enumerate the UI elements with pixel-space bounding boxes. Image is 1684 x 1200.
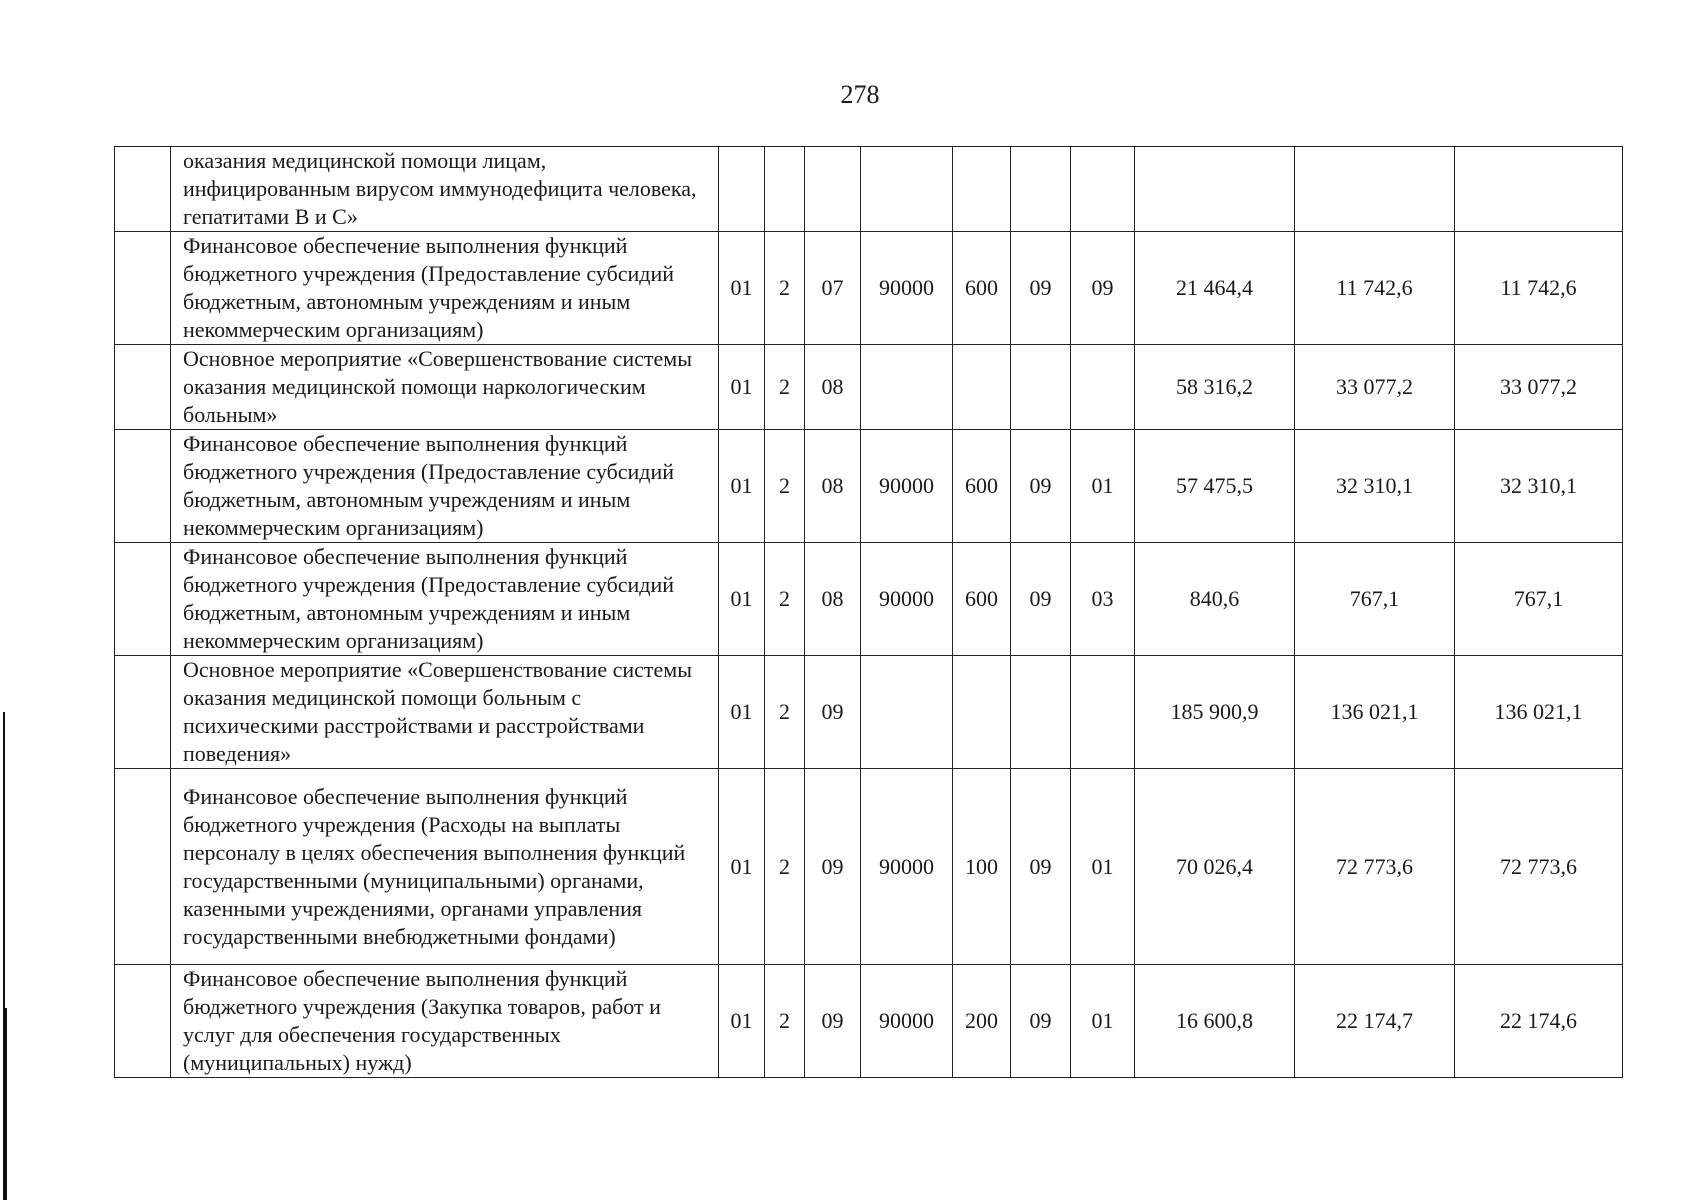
code-cell: 01 — [719, 430, 765, 543]
code-cell: 90000 — [861, 543, 953, 656]
budget-table — [114, 146, 1623, 1078]
code-cell: 03 — [1071, 543, 1135, 656]
amount-cell: 32 310,1 — [1455, 430, 1623, 543]
amount-cell: 11 742,6 — [1455, 232, 1623, 345]
code-cell: 2 — [765, 232, 805, 345]
code-cell: 01 — [719, 232, 765, 345]
row-number-cell — [115, 656, 171, 769]
code-cell: 2 — [765, 965, 805, 1078]
amount-cell: 11 742,6 — [1295, 232, 1455, 345]
amount-cell: 136 021,1 — [1295, 656, 1455, 769]
amount-cell: 58 316,2 — [1135, 345, 1295, 430]
table-row — [115, 232, 1623, 345]
table-row — [115, 147, 1623, 232]
amount-cell: 767,1 — [1295, 543, 1455, 656]
code-cell: 01 — [1071, 430, 1135, 543]
description-cell: оказания медицинской помощи лицам, инфицированным вирусом иммунодефицита человека, гепатитами В и С» — [171, 147, 719, 232]
code-cell: 2 — [765, 656, 805, 769]
description-cell: Основное мероприятие «Совершенствование системы оказания медицинской помощи больным с психическими расстройствами и расстройствами поведения» — [171, 656, 719, 769]
row-number-cell — [115, 345, 171, 430]
code-cell — [1071, 656, 1135, 769]
amount-cell: 136 021,1 — [1455, 656, 1623, 769]
code-cell: 01 — [719, 965, 765, 1078]
amount-cell — [1455, 147, 1623, 232]
code-cell: 08 — [805, 543, 861, 656]
amount-cell — [1135, 147, 1295, 232]
code-cell: 600 — [953, 232, 1011, 345]
row-number-cell — [115, 543, 171, 656]
row-number-cell — [115, 147, 171, 232]
code-cell — [953, 656, 1011, 769]
code-cell — [765, 147, 805, 232]
code-cell — [1071, 345, 1135, 430]
code-cell — [1011, 147, 1071, 232]
code-cell: 08 — [805, 345, 861, 430]
table-row — [115, 430, 1623, 543]
code-cell: 90000 — [861, 430, 953, 543]
code-cell: 09 — [1071, 232, 1135, 345]
code-cell: 01 — [719, 543, 765, 656]
amount-cell: 72 773,6 — [1455, 769, 1623, 965]
code-cell — [953, 147, 1011, 232]
code-cell: 90000 — [861, 232, 953, 345]
code-cell — [719, 147, 765, 232]
amount-cell: 72 773,6 — [1295, 769, 1455, 965]
amount-cell — [1295, 147, 1455, 232]
code-cell: 2 — [765, 430, 805, 543]
code-cell: 2 — [765, 769, 805, 965]
amount-cell: 840,6 — [1135, 543, 1295, 656]
code-cell: 2 — [765, 543, 805, 656]
code-cell: 90000 — [861, 769, 953, 965]
code-cell: 09 — [805, 656, 861, 769]
amount-cell: 33 077,2 — [1455, 345, 1623, 430]
page-number: 278 — [840, 80, 880, 109]
code-cell: 01 — [1071, 769, 1135, 965]
code-cell: 09 — [1011, 965, 1071, 1078]
code-cell: 600 — [953, 430, 1011, 543]
amount-cell: 16 600,8 — [1135, 965, 1295, 1078]
amount-cell: 70 026,4 — [1135, 769, 1295, 965]
code-cell: 01 — [719, 769, 765, 965]
code-cell — [953, 345, 1011, 430]
code-cell: 08 — [805, 430, 861, 543]
row-number-cell — [115, 232, 171, 345]
code-cell: 09 — [1011, 543, 1071, 656]
description-cell: Финансовое обеспечение выполнения функций бюджетного учреждения (Предоставление субсидий бюджетным, автономным учреждениям и иным некоммерческим организациям) — [171, 232, 719, 345]
code-cell: 09 — [1011, 430, 1071, 543]
row-number-cell — [115, 430, 171, 543]
description-cell: Финансовое обеспечение выполнения функций бюджетного учреждения (Расходы на выплаты персоналу в целях обеспечения выполнения функций государственными (муниципальными) органами, казенными учреждениями, органами управления государственными внебюджетными фондами) — [171, 769, 719, 965]
code-cell: 09 — [805, 769, 861, 965]
code-cell: 07 — [805, 232, 861, 345]
code-cell: 90000 — [861, 965, 953, 1078]
code-cell: 2 — [765, 345, 805, 430]
code-cell: 600 — [953, 543, 1011, 656]
scan-edge-line — [3, 1008, 7, 1200]
row-number-cell — [115, 965, 171, 1078]
amount-cell: 22 174,7 — [1295, 965, 1455, 1078]
code-cell: 09 — [805, 965, 861, 1078]
table-row — [115, 345, 1623, 430]
description-cell: Финансовое обеспечение выполнения функций бюджетного учреждения (Закупка товаров, работ и услуг для обеспечения государственных (муниципальных) нужд) — [171, 965, 719, 1078]
code-cell — [1011, 656, 1071, 769]
code-cell — [805, 147, 861, 232]
scan-edge-line — [3, 712, 5, 1008]
amount-cell: 57 475,5 — [1135, 430, 1295, 543]
code-cell: 01 — [1071, 965, 1135, 1078]
description-cell: Основное мероприятие «Совершенствование системы оказания медицинской помощи наркологическим больным» — [171, 345, 719, 430]
code-cell — [1071, 147, 1135, 232]
code-cell: 01 — [719, 656, 765, 769]
amount-cell: 32 310,1 — [1295, 430, 1455, 543]
amount-cell: 185 900,9 — [1135, 656, 1295, 769]
code-cell — [861, 656, 953, 769]
code-cell: 01 — [719, 345, 765, 430]
code-cell — [1011, 345, 1071, 430]
amount-cell: 33 077,2 — [1295, 345, 1455, 430]
table-row — [115, 769, 1623, 965]
table-row — [115, 965, 1623, 1078]
row-number-cell — [115, 769, 171, 965]
amount-cell: 22 174,6 — [1455, 965, 1623, 1078]
code-cell — [861, 147, 953, 232]
description-cell: Финансовое обеспечение выполнения функций бюджетного учреждения (Предоставление субсидий бюджетным, автономным учреждениям и иным некоммерческим организациям) — [171, 430, 719, 543]
code-cell: 09 — [1011, 232, 1071, 345]
code-cell — [861, 345, 953, 430]
code-cell: 09 — [1011, 769, 1071, 965]
table-row — [115, 543, 1623, 656]
table-row — [115, 656, 1623, 769]
description-cell: Финансовое обеспечение выполнения функций бюджетного учреждения (Предоставление субсидий бюджетным, автономным учреждениям и иным некоммерческим организациям) — [171, 543, 719, 656]
amount-cell: 767,1 — [1455, 543, 1623, 656]
code-cell: 200 — [953, 965, 1011, 1078]
code-cell: 100 — [953, 769, 1011, 965]
amount-cell: 21 464,4 — [1135, 232, 1295, 345]
